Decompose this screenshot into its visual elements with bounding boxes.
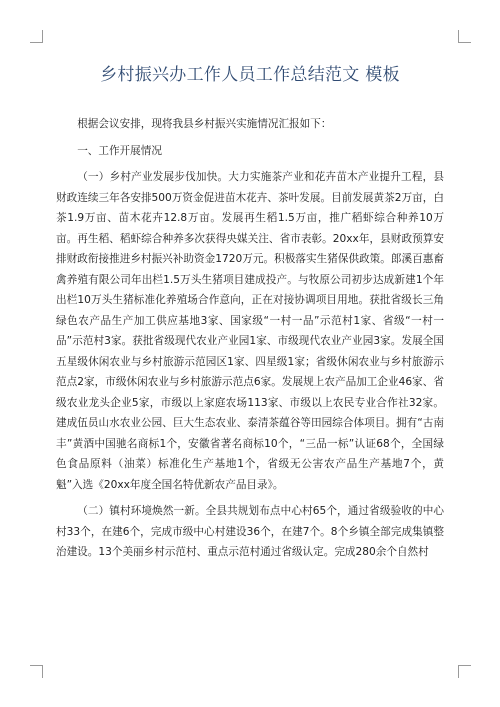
crop-mark-bottom-right <box>458 665 471 678</box>
intro-paragraph: 根据会议安排，现将我县乡村振兴实施情况汇报如下： <box>77 118 332 130</box>
crop-mark-bottom-left <box>30 665 43 678</box>
section-heading: 一、工作开展情况 <box>77 144 162 157</box>
crop-mark-top-right <box>458 30 471 43</box>
paragraph-environment: （二）镇村环境焕然一新。全县共规划布点中心村65个，通过省级验收的中心村33个，在建6个，完成市级中心村建设36个，在建7个。8个乡镇全部完成集镇整治建设。13个美丽乡村示范村、重点示范村通过省级认定。完成280余个自然村 <box>56 505 444 558</box>
document-title: 乡村振兴办工作人员工作总结范文 模板 <box>100 65 400 85</box>
crop-mark-top-left <box>30 30 43 43</box>
document-body <box>56 114 444 569</box>
paragraph-industry: （一）乡村产业发展步伐加快。大力实施茶产业和花卉苗木产业提升工程，县财政连续三年各安排500万资金促进苗木花卉、茶叶发展。目前发展黄茶2万亩，白茶1.9万亩、苗木花卉12.8万亩。发展再生稻1.5万亩，推广稻虾综合种养10万亩。再生稻、稻虾综合种养多次获得央媒关注、省市表彰。20xx年，县财政预算安排财政衔接推进乡村振兴补助资金1720万元。积极落实生猪保供政策。郎溪百惠畜禽养殖有限公司年出栏1.5万头生猪项目建成投产。与牧原公司初步达成新建1个年出栏10万头生猪标准化养殖场合作意向，正在对接协调项目用地。获批省级长三角绿色农产品生产加工供应基地3家、国家级“一村一品”示范村1家、省级“一村一品”示范村3家。获批省级现代农业产业园1家、市级现代农业产业园3家。发展全国五星级休闲农业与乡村旅游示范园区1家、四星级1家；省级休闲农业与乡村旅游示范点2家，市级休闲农业与乡村旅游示范点6家。发展规上农产品加工企业46家、省级农业龙头企业5家，市级以上家庭农场113家、市级以上农民专业合作社32家。建成伍员山水农业公园、巨大生态农业、泰清茶蕴谷等田园综合体项目。拥有“古南丰”黄酒中国驰名商标1个，安徽省著名商标10个，“三品一标”认证68个，全国绿色食品原料（油菜）标准化生产基地1个，省级无公害农产品生产基地7个，黄魁”入选《20xx年度全国名特优新农产品目录》。 <box>56 171 444 491</box>
